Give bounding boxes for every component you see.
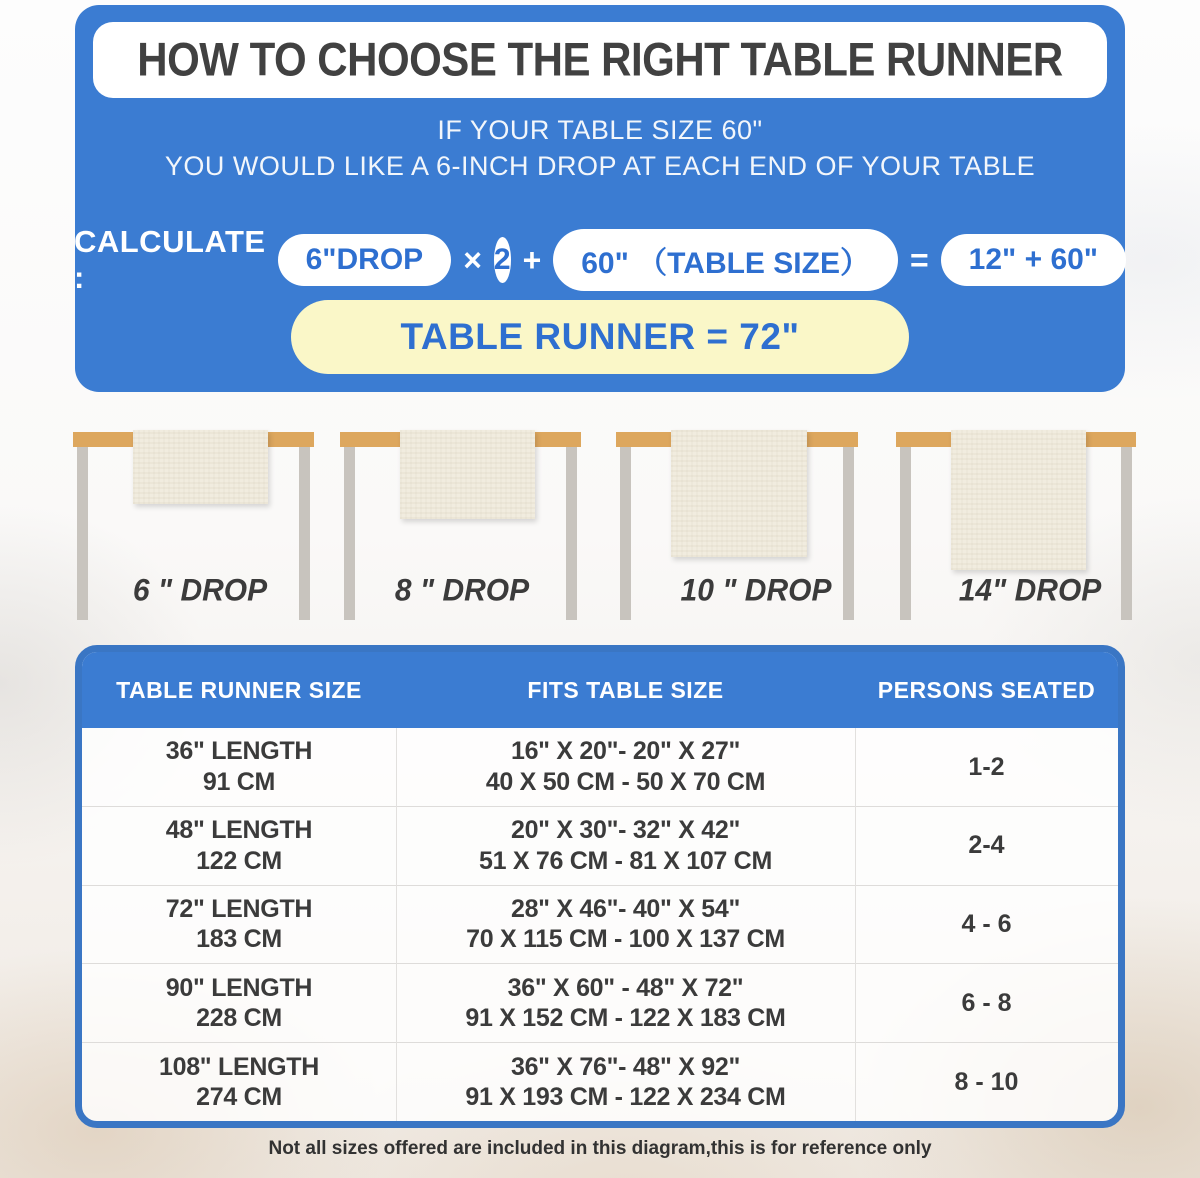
runner-size-inches: 48" LENGTH	[165, 816, 313, 845]
runner-drop-14in	[951, 430, 1086, 570]
header-runner-size: TABLE RUNNER SIZE	[116, 676, 362, 703]
fits-cm: 40 X 50 CM - 50 X 70 CM	[485, 767, 766, 796]
drop-label-14in: 14" DROP	[958, 573, 1102, 608]
fits-table-cell	[396, 1052, 855, 1113]
header-persons-seated: PERSONS SEATED	[877, 676, 1096, 703]
runner-drop-6in	[133, 430, 268, 504]
runner-size-cm: 228 CM	[196, 1004, 282, 1033]
persons-cell: 8 - 10	[954, 1067, 1019, 1096]
fits-table-cell	[396, 973, 855, 1034]
plus-operator: +	[522, 241, 542, 278]
drop-label-8in: 8 " DROP	[394, 573, 530, 608]
header-fits-table: FITS TABLE SIZE	[527, 676, 724, 703]
fits-inches: 36" X 60" - 48" X 72"	[507, 973, 744, 1002]
multiplier-circle: 2	[494, 237, 511, 283]
runner-size-cm: 274 CM	[196, 1083, 282, 1112]
fits-inches: 16" X 20"- 20" X 27"	[510, 737, 741, 766]
drop-label-10in: 10 " DROP	[680, 573, 832, 608]
title-box	[93, 22, 1107, 98]
runner-result-pill: TABLE RUNNER = 72"	[291, 300, 909, 374]
runner-size-cm: 183 CM	[196, 925, 282, 954]
column-divider	[855, 728, 856, 1121]
runner-size-inches: 72" LENGTH	[165, 894, 313, 923]
equals-operator: =	[909, 241, 929, 278]
fits-inches: 28" X 46"- 40" X 54"	[510, 894, 741, 923]
table-row	[82, 806, 1118, 885]
fits-table-cell	[396, 815, 855, 876]
header-banner	[75, 5, 1125, 392]
size-chart	[75, 645, 1125, 1128]
persons-cell: 4 - 6	[961, 910, 1012, 939]
size-chart-header	[82, 652, 1118, 728]
table-row	[82, 1042, 1118, 1121]
fits-cm: 91 X 193 CM - 122 X 234 CM	[465, 1083, 786, 1112]
runner-size-cm: 91 CM	[202, 767, 276, 796]
fits-table-cell	[396, 894, 855, 955]
fits-cm: 91 X 152 CM - 122 X 183 CM	[465, 1004, 786, 1033]
persons-cell: 2-4	[968, 831, 1005, 860]
table-row	[82, 885, 1118, 964]
calculate-label: CALCULATE :	[73, 224, 266, 295]
runner-size-inches: 108" LENGTH	[159, 1052, 319, 1081]
subtitle-line-2: YOU WOULD LIKE A 6-INCH DROP AT EACH END OF YOUR TABLE	[164, 151, 1036, 181]
drop-label-6in: 6 " DROP	[132, 573, 268, 608]
runner-size-cell	[82, 736, 396, 797]
calculation-row	[73, 224, 1125, 295]
column-divider	[396, 728, 397, 1121]
runner-size-cm: 122 CM	[196, 846, 282, 875]
runner-size-cell	[82, 1052, 396, 1113]
subtitle-line-1: IF YOUR TABLE SIZE 60"	[437, 115, 763, 145]
fits-inches: 36" X 76"- 48" X 92"	[510, 1052, 741, 1081]
multiply-operator: ×	[463, 241, 482, 278]
fits-cm: 70 X 115 CM - 100 X 137 CM	[466, 925, 785, 954]
table-size-pill: 60" （TABLE SIZE）	[553, 229, 898, 291]
table-row	[82, 728, 1118, 806]
sum-pill: 12" + 60"	[941, 234, 1126, 286]
persons-cell: 6 - 8	[961, 989, 1012, 1018]
runner-drop-8in	[400, 430, 535, 519]
fits-table-cell	[396, 736, 855, 797]
drop-value-pill: 6"DROP	[278, 234, 452, 286]
runner-size-cell	[82, 894, 396, 955]
runner-size-cell	[82, 815, 396, 876]
persons-cell: 1-2	[968, 752, 1005, 781]
page-title: HOW TO CHOOSE THE RIGHT TABLE RUNNER	[137, 33, 1063, 86]
table-row	[82, 963, 1118, 1042]
runner-drop-10in	[671, 430, 807, 557]
fits-inches: 20" X 30"- 32" X 42"	[510, 816, 741, 845]
runner-size-cell	[82, 973, 396, 1034]
fits-cm: 51 X 76 CM - 81 X 107 CM	[479, 846, 772, 875]
reference-disclaimer: Not all sizes offered are included in this diagram,this is for reference only	[268, 1138, 932, 1159]
runner-size-inches: 90" LENGTH	[165, 973, 313, 1002]
runner-size-inches: 36" LENGTH	[165, 737, 313, 766]
size-chart-body	[82, 728, 1118, 1121]
